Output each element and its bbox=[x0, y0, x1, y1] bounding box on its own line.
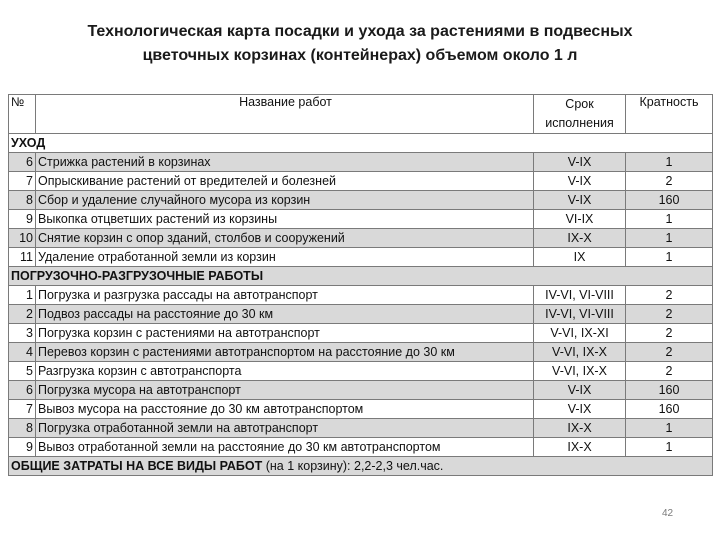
row-num: 6 bbox=[9, 381, 36, 400]
row-term: V-VI, IX-X bbox=[534, 343, 626, 362]
row-freq: 160 bbox=[626, 381, 713, 400]
row-freq: 2 bbox=[626, 343, 713, 362]
row-name: Погрузка отработанной земли на автотранспорт bbox=[36, 419, 534, 438]
header-term bbox=[534, 95, 626, 134]
row-term: IX-X bbox=[534, 438, 626, 457]
table-row bbox=[9, 153, 713, 172]
row-num: 7 bbox=[9, 400, 36, 419]
row-num: 9 bbox=[9, 438, 36, 457]
row-name: Погрузка корзин с растениями на автотранспорт bbox=[36, 324, 534, 343]
row-term: V-VI, IX-X bbox=[534, 362, 626, 381]
row-name: Перевоз корзин с растениями автотранспортом на расстояние до 30 км bbox=[36, 343, 534, 362]
page-number: 42 bbox=[662, 508, 674, 519]
row-num: 8 bbox=[9, 419, 36, 438]
row-term: IX-X bbox=[534, 419, 626, 438]
table-row bbox=[9, 286, 713, 305]
table-row bbox=[9, 229, 713, 248]
section-row-care bbox=[9, 134, 713, 153]
row-freq: 1 bbox=[626, 248, 713, 267]
table-row bbox=[9, 419, 713, 438]
row-freq: 160 bbox=[626, 400, 713, 419]
table-row bbox=[9, 324, 713, 343]
row-term: IX-X bbox=[534, 229, 626, 248]
row-term: IV-VI, VI-VIII bbox=[534, 286, 626, 305]
table-row bbox=[9, 172, 713, 191]
row-name: Разгрузка корзин с автотранспорта bbox=[36, 362, 534, 381]
section-row-loading bbox=[9, 267, 713, 286]
row-num: 5 bbox=[9, 362, 36, 381]
table-row bbox=[9, 343, 713, 362]
header-num: № bbox=[9, 95, 36, 134]
row-name: Погрузка мусора на автотранспорт bbox=[36, 381, 534, 400]
row-term: V-IX bbox=[534, 191, 626, 210]
row-name: Вывоз отработанной земли на расстояние до 30 км автотранспортом bbox=[36, 438, 534, 457]
section-care: УХОД bbox=[9, 134, 713, 153]
table-row bbox=[9, 438, 713, 457]
row-term: IX bbox=[534, 248, 626, 267]
row-freq: 160 bbox=[626, 191, 713, 210]
row-num: 11 bbox=[9, 248, 36, 267]
header-name: Название работ bbox=[36, 95, 534, 134]
row-freq: 2 bbox=[626, 172, 713, 191]
row-term: V-IX bbox=[534, 153, 626, 172]
row-freq: 1 bbox=[626, 153, 713, 172]
row-term: VI-IX bbox=[534, 210, 626, 229]
header-freq: Кратность bbox=[626, 95, 713, 134]
section-loading: ПОГРУЗОЧНО-РАЗГРУЗОЧНЫЕ РАБОТЫ bbox=[9, 267, 713, 286]
row-freq: 2 bbox=[626, 324, 713, 343]
row-name: Вывоз мусора на расстояние до 30 км автотранспортом bbox=[36, 400, 534, 419]
row-num: 3 bbox=[9, 324, 36, 343]
row-freq: 1 bbox=[626, 419, 713, 438]
total-value: (на 1 корзину): 2,2-2,3 чел.час. bbox=[262, 459, 444, 473]
row-term: V-IX bbox=[534, 172, 626, 191]
table-row bbox=[9, 248, 713, 267]
page-title bbox=[40, 20, 680, 68]
row-freq: 1 bbox=[626, 210, 713, 229]
row-freq: 2 bbox=[626, 286, 713, 305]
row-num: 4 bbox=[9, 343, 36, 362]
row-term: V-IX bbox=[534, 381, 626, 400]
row-name: Опрыскивание растений от вредителей и болезней bbox=[36, 172, 534, 191]
header-term-line2: исполнения bbox=[545, 116, 614, 130]
total-row bbox=[9, 457, 713, 476]
table-row bbox=[9, 362, 713, 381]
row-name: Сбор и удаление случайного мусора из корзин bbox=[36, 191, 534, 210]
row-freq: 1 bbox=[626, 229, 713, 248]
works-table bbox=[8, 94, 713, 476]
row-num: 1 bbox=[9, 286, 36, 305]
header-row bbox=[9, 95, 713, 134]
row-term: V-VI, IX-XI bbox=[534, 324, 626, 343]
row-freq: 2 bbox=[626, 305, 713, 324]
row-name: Удаление отработанной земли из корзин bbox=[36, 248, 534, 267]
table-body bbox=[9, 134, 713, 476]
row-term: IV-VI, VI-VIII bbox=[534, 305, 626, 324]
row-num: 10 bbox=[9, 229, 36, 248]
row-num: 9 bbox=[9, 210, 36, 229]
row-freq: 2 bbox=[626, 362, 713, 381]
total-cell bbox=[9, 457, 713, 476]
table-row bbox=[9, 400, 713, 419]
table-row bbox=[9, 305, 713, 324]
row-term: V-IX bbox=[534, 400, 626, 419]
row-num: 7 bbox=[9, 172, 36, 191]
row-freq: 1 bbox=[626, 438, 713, 457]
row-name: Снятие корзин с опор зданий, столбов и сооружений bbox=[36, 229, 534, 248]
row-num: 6 bbox=[9, 153, 36, 172]
header-term-line1: Срок bbox=[565, 97, 594, 111]
row-num: 8 bbox=[9, 191, 36, 210]
title-line-1: Технологическая карта посадки и ухода за растениями в подвесных bbox=[87, 23, 633, 40]
title-line-2: цветочных корзинах (контейнерах) объемом около 1 л bbox=[142, 47, 578, 64]
table-row bbox=[9, 210, 713, 229]
table-row bbox=[9, 191, 713, 210]
row-name: Стрижка растений в корзинах bbox=[36, 153, 534, 172]
row-name: Подвоз рассады на расстояние до 30 км bbox=[36, 305, 534, 324]
row-name: Погрузка и разгрузка рассады на автотранспорт bbox=[36, 286, 534, 305]
total-label: ОБЩИЕ ЗАТРАТЫ НА ВСЕ ВИДЫ РАБОТ bbox=[11, 459, 263, 473]
table-row bbox=[9, 381, 713, 400]
row-num: 2 bbox=[9, 305, 36, 324]
row-name: Выкопка отцветших растений из корзины bbox=[36, 210, 534, 229]
